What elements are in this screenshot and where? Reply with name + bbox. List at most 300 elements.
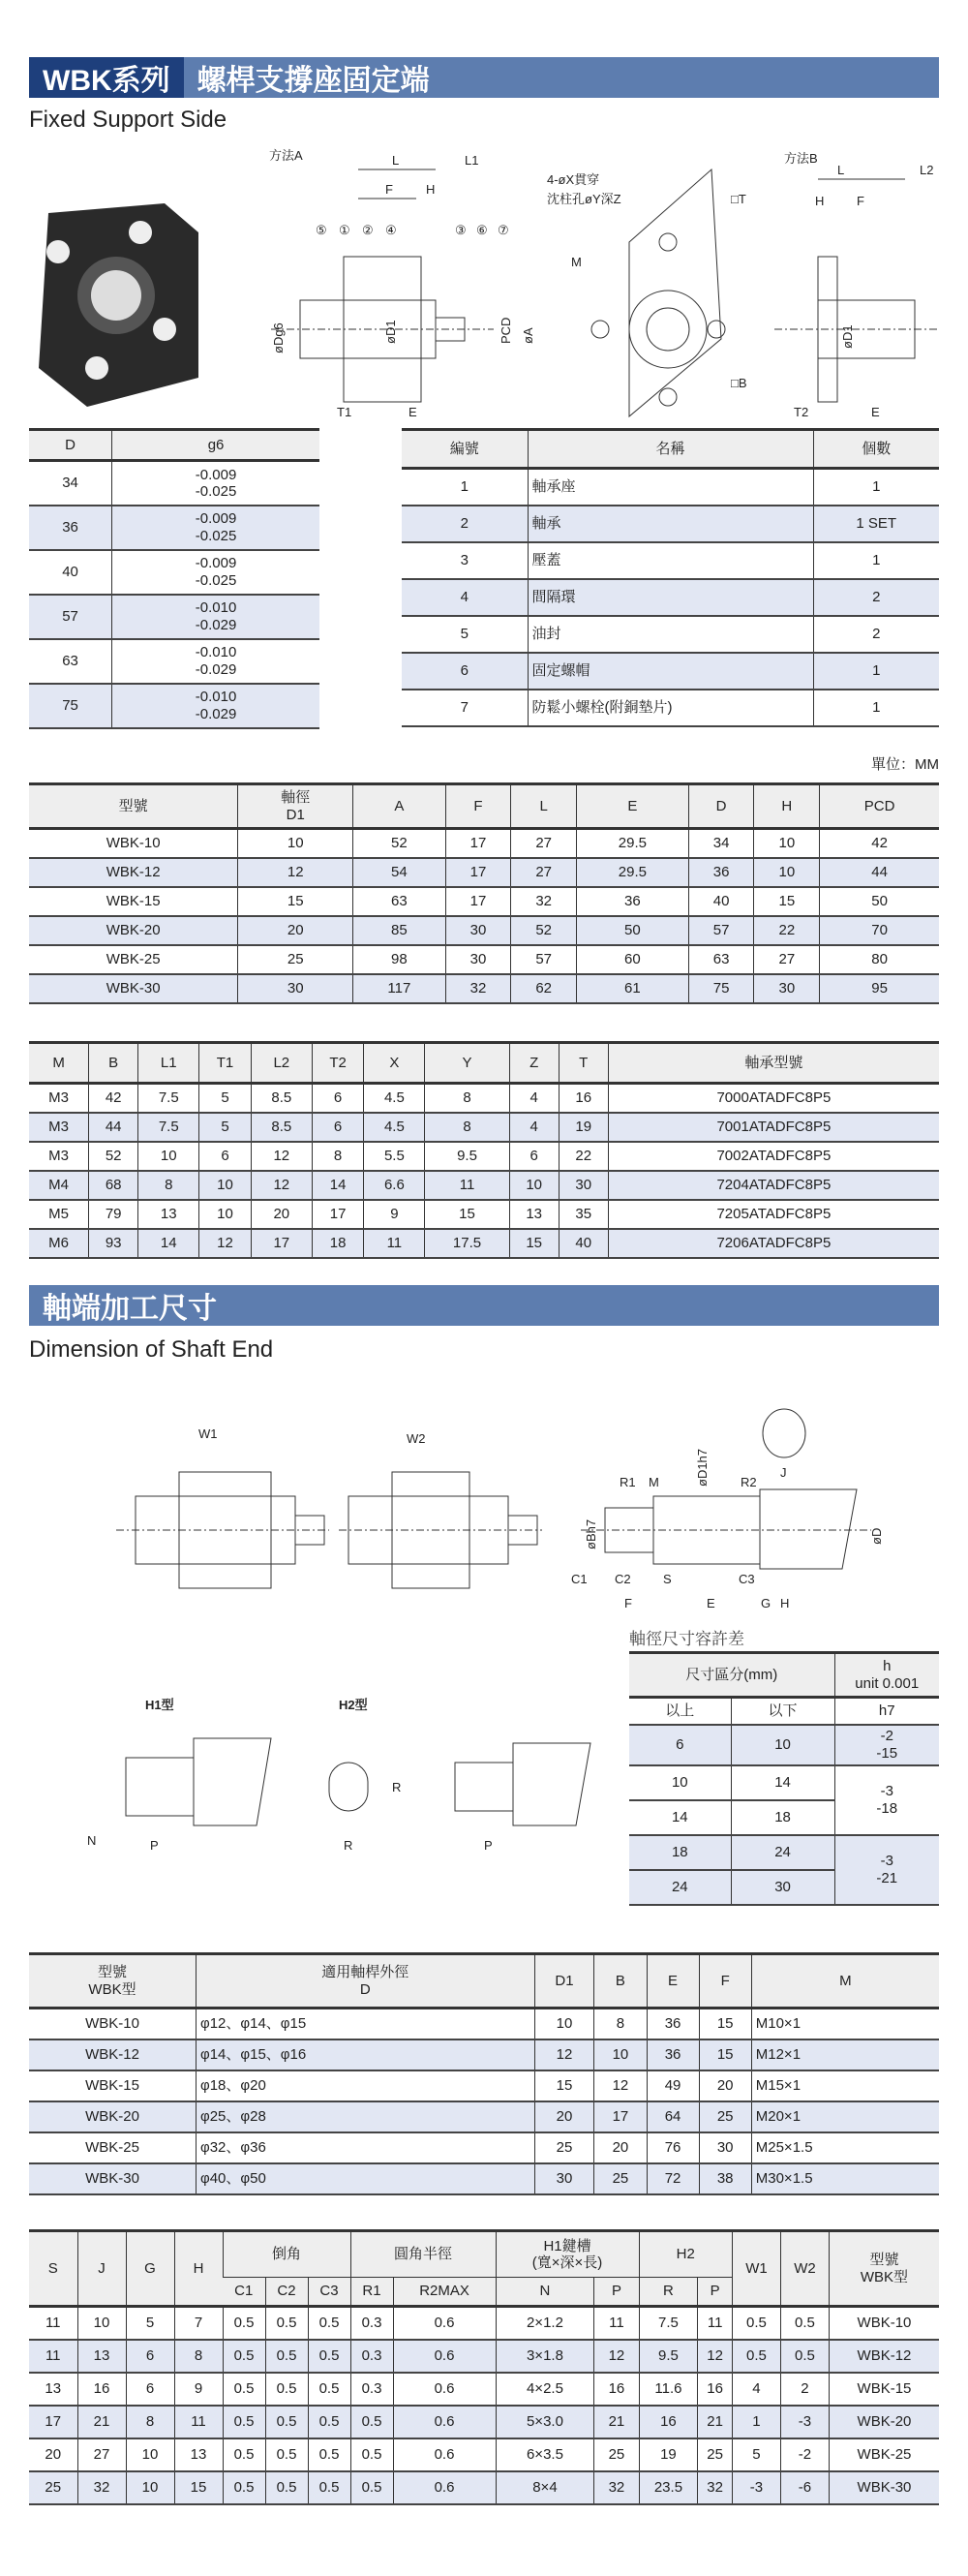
table-row — [29, 2471, 939, 2504]
table-cell: 7 — [174, 2307, 223, 2340]
lower-tolerance: -0.025 — [195, 527, 237, 544]
table-cell: M6 — [29, 1229, 89, 1258]
table-cell: 15 — [534, 2070, 594, 2101]
table-cell: 61 — [577, 974, 689, 1003]
lower-tolerance: -0.025 — [195, 571, 237, 589]
table-cell: 25 — [698, 2438, 733, 2471]
table-cell: 57 — [511, 945, 577, 974]
table-cell: 9.5 — [425, 1142, 509, 1171]
table-cell: 8 — [138, 1171, 199, 1200]
col-header: R — [639, 2278, 698, 2307]
table-cell: 4 — [402, 579, 528, 616]
table-cell: M30×1.5 — [751, 2163, 939, 2194]
col-header: A — [353, 784, 445, 829]
dim-label: L — [392, 153, 400, 168]
table-cell: 13 — [138, 1200, 199, 1229]
col-header: E — [577, 784, 689, 829]
table-cell: 32 — [511, 887, 577, 916]
table-cell: 5 — [199, 1084, 251, 1113]
cell: 10 — [731, 1725, 834, 1765]
table-cell: 10 — [126, 2471, 174, 2504]
table-cell: 8 — [425, 1084, 509, 1113]
table-row — [29, 1229, 939, 1258]
table-cell: -6 — [780, 2471, 829, 2504]
tolerance-cell — [112, 461, 319, 506]
dim-label: R — [392, 1780, 402, 1794]
cell: 24 — [731, 1835, 834, 1870]
table-cell: 13 — [174, 2438, 223, 2471]
table-cell: 25 — [699, 2101, 751, 2132]
table-cell: 20 — [29, 2438, 77, 2471]
table-cell: 11 — [594, 2307, 639, 2340]
upper-tolerance: -0.010 — [195, 644, 237, 661]
table-cell: WBK-15 — [29, 887, 238, 916]
table-cell: φ40、φ50 — [196, 2163, 534, 2194]
table-cell: 25 — [29, 2471, 77, 2504]
table-cell: 93 — [89, 1229, 138, 1258]
table-cell: 防鬆小螺栓(附銅墊片) — [528, 690, 813, 726]
table-cell: 20 — [238, 916, 353, 945]
table-cell: 32 — [445, 974, 511, 1003]
table-cell: 0.5 — [223, 2373, 265, 2406]
tolerance-cell — [112, 506, 319, 550]
col-header: C3 — [308, 2278, 350, 2307]
dim-label: E — [408, 405, 417, 419]
table-row — [29, 2009, 939, 2039]
dim-label: G — [761, 1596, 771, 1610]
table-cell: WBK-25 — [829, 2438, 939, 2471]
part-callout: ④ — [385, 223, 397, 237]
table-cell: 14 — [312, 1171, 363, 1200]
table-cell: 10 — [754, 858, 820, 887]
table-cell: 36 — [577, 887, 689, 916]
table-cell: 2 — [813, 579, 939, 616]
col-header: 軸徑 D1 — [238, 784, 353, 829]
table-row — [29, 2438, 939, 2471]
table-cell: 6 — [126, 2340, 174, 2373]
table-cell: 29.5 — [577, 858, 689, 887]
table-cell: 1 SET — [813, 506, 939, 542]
dim-label: E — [871, 405, 880, 419]
table-cell: 14 — [138, 1229, 199, 1258]
upper-tolerance: -0.010 — [195, 689, 237, 706]
col-header: T1 — [199, 1043, 251, 1084]
table-cell: WBK-12 — [29, 858, 238, 887]
table-cell: M20×1 — [751, 2101, 939, 2132]
col-header: L1 — [138, 1043, 199, 1084]
table-cell: 7.5 — [138, 1113, 199, 1142]
table-cell: 98 — [353, 945, 445, 974]
dim-label: øD1 — [840, 324, 855, 349]
h1-type-label: H1型 — [145, 1698, 174, 1712]
section-subtitle: Fixed Support Side — [29, 107, 227, 133]
table-cell: 10 — [138, 1142, 199, 1171]
col-header: 以下 — [731, 1698, 834, 1725]
flange-top-view — [591, 169, 725, 416]
col-header: P — [698, 2278, 733, 2307]
table-cell: 0.5 — [780, 2307, 829, 2340]
dim-label: øA — [521, 327, 535, 344]
table-cell: 25 — [534, 2132, 594, 2163]
table-cell: -2 — [780, 2438, 829, 2471]
table-cell: 0.5 — [223, 2438, 265, 2471]
table-cell: 9 — [364, 1200, 425, 1229]
dim-label: M — [649, 1475, 659, 1489]
table-cell: 7002ATADFC8P5 — [608, 1142, 939, 1171]
table-cell: 25 — [238, 945, 353, 974]
dimension-table — [29, 782, 939, 1004]
table-cell: 21 — [698, 2406, 733, 2438]
table-cell: 22 — [559, 1142, 608, 1171]
dim-label: C3 — [739, 1572, 755, 1586]
col-header: 適用軸桿外徑 D — [196, 1954, 534, 2009]
col-header: 尺寸區分(mm) — [629, 1653, 834, 1698]
table-cell: 30 — [699, 2132, 751, 2163]
table-cell: WBK-15 — [29, 2070, 196, 2101]
col-header: 型號 WBK型 — [829, 2231, 939, 2307]
table-cell: 34 — [688, 829, 754, 858]
table-cell: 11 — [29, 2307, 77, 2340]
table-cell: 0.5 — [308, 2471, 350, 2504]
table-cell: 10 — [594, 2039, 647, 2070]
table-cell: 76 — [647, 2132, 699, 2163]
table-cell: 44 — [89, 1113, 138, 1142]
table-cell: 1 — [813, 542, 939, 579]
table-cell: 6 — [312, 1113, 363, 1142]
method-a-drawing — [271, 169, 494, 402]
table-cell: 16 — [639, 2406, 698, 2438]
col-header: D — [29, 430, 112, 461]
table-cell: 0.6 — [393, 2471, 496, 2504]
dim-label: øD — [869, 1527, 884, 1545]
col-header: 個數 — [813, 430, 939, 469]
table-cell: 8.5 — [251, 1113, 312, 1142]
col-header: M — [29, 1043, 89, 1084]
table-cell: 0.5 — [265, 2307, 308, 2340]
table-cell: 0.5 — [308, 2406, 350, 2438]
part-callout: ⑤ — [316, 223, 327, 237]
diameter-cell: 63 — [29, 639, 112, 684]
table-cell: φ18、φ20 — [196, 2070, 534, 2101]
table-cell: M12×1 — [751, 2039, 939, 2070]
dim-label: L1 — [465, 153, 479, 168]
table-cell: 30 — [445, 916, 511, 945]
dimension-table-2 — [29, 1041, 939, 1259]
table-cell: 27 — [77, 2438, 126, 2471]
table-cell: 68 — [89, 1171, 138, 1200]
dim-label: T2 — [794, 405, 809, 419]
table-cell: 12 — [238, 858, 353, 887]
table-cell: 0.5 — [732, 2340, 780, 2373]
table-cell: 8.5 — [251, 1084, 312, 1113]
method-b-drawing — [774, 179, 939, 402]
table-cell: 50 — [820, 887, 939, 916]
table-cell: 62 — [511, 974, 577, 1003]
table-cell: 13 — [29, 2373, 77, 2406]
support-diagrams — [29, 145, 939, 421]
table-cell: 0.5 — [308, 2307, 350, 2340]
col-header: W2 — [780, 2231, 829, 2307]
lower: -18 — [876, 1799, 898, 1817]
table-cell: 1 — [402, 469, 528, 506]
table-row — [29, 974, 939, 1003]
section-title: 螺桿支撐座固定端 — [197, 65, 430, 97]
dim-label: H — [780, 1596, 790, 1610]
header-h: h — [883, 1658, 892, 1675]
table-cell: 6 — [312, 1084, 363, 1113]
table-cell: 16 — [698, 2373, 733, 2406]
table-cell: 11 — [174, 2406, 223, 2438]
table-cell: WBK-10 — [29, 829, 238, 858]
table-row — [29, 1200, 939, 1229]
col-header: E — [647, 1954, 699, 2009]
table-row — [402, 542, 939, 579]
table-cell: 0.5 — [308, 2438, 350, 2471]
table-row — [29, 1113, 939, 1142]
table-cell: 27 — [511, 858, 577, 887]
table-cell: 12 — [251, 1142, 312, 1171]
col-header: H2 — [639, 2231, 732, 2278]
dg6-table — [29, 428, 319, 729]
col-header: PCD — [820, 784, 939, 829]
table-cell: 間隔環 — [528, 579, 813, 616]
table-cell: 40 — [688, 887, 754, 916]
table-cell: 4.5 — [364, 1113, 425, 1142]
table-cell: 12 — [251, 1171, 312, 1200]
table-cell: 13 — [77, 2340, 126, 2373]
tolerance-cell — [112, 595, 319, 639]
table-cell: 40 — [559, 1229, 608, 1258]
col-header: L — [511, 784, 577, 829]
table-cell: M25×1.5 — [751, 2132, 939, 2163]
table-cell: 固定螺帽 — [528, 653, 813, 690]
col-header: 名稱 — [528, 430, 813, 469]
table-cell: 30 — [445, 945, 511, 974]
col-header: 倒角 — [223, 2231, 350, 2278]
method-b-label: 方法B — [784, 151, 818, 166]
table-cell: 10 — [534, 2009, 594, 2039]
table-cell: 16 — [594, 2373, 639, 2406]
table-cell: 35 — [559, 1200, 608, 1229]
section2-title: 軸端加工尺寸 — [43, 1293, 217, 1325]
table-row — [402, 506, 939, 542]
table-cell: 0.6 — [393, 2340, 496, 2373]
table-cell: 3 — [402, 542, 528, 579]
table-cell: 17 — [445, 858, 511, 887]
table-cell: 2 — [402, 506, 528, 542]
upper-tolerance: -0.010 — [195, 599, 237, 617]
table-cell: 17 — [594, 2101, 647, 2132]
col-header: 軸承型號 — [608, 1043, 939, 1084]
table-cell: 27 — [511, 829, 577, 858]
col-header: X — [364, 1043, 425, 1084]
table-cell: 0.6 — [393, 2307, 496, 2340]
table-cell: 6.6 — [364, 1171, 425, 1200]
table-row — [29, 945, 939, 974]
cell: 10 — [629, 1765, 731, 1800]
dim-label: L — [837, 163, 845, 177]
col-header: S — [29, 2231, 77, 2307]
dim-label: C1 — [571, 1572, 588, 1586]
table-cell: 11 — [29, 2340, 77, 2373]
table-cell: 油封 — [528, 616, 813, 653]
section-title-bar — [29, 57, 939, 98]
table-cell: 5.5 — [364, 1142, 425, 1171]
table-cell: 32 — [594, 2471, 639, 2504]
table-row — [29, 887, 939, 916]
dim-label: C2 — [615, 1572, 631, 1586]
dim-label: P — [150, 1838, 159, 1853]
table-cell: 0.5 — [308, 2373, 350, 2406]
table-cell: 11 — [425, 1171, 509, 1200]
cell: 30 — [731, 1870, 834, 1905]
col-header: J — [77, 2231, 126, 2307]
table-cell: 85 — [353, 916, 445, 945]
hole-note: 沈柱孔øY深Z — [547, 192, 621, 206]
table-cell: 4 — [732, 2373, 780, 2406]
table-row — [29, 506, 319, 550]
col-header: D1 — [534, 1954, 594, 2009]
table-cell: 29.5 — [577, 829, 689, 858]
table-cell: WBK-12 — [829, 2340, 939, 2373]
table-cell: 8 — [174, 2340, 223, 2373]
table-cell: WBK-10 — [29, 2009, 196, 2039]
table-cell: 20 — [594, 2132, 647, 2163]
table-cell: 13 — [509, 1200, 559, 1229]
table-cell: 0.6 — [393, 2373, 496, 2406]
table-cell: 16 — [77, 2373, 126, 2406]
table-cell: 75 — [688, 974, 754, 1003]
col-header: F — [699, 1954, 751, 2009]
col-header: R2MAX — [393, 2278, 496, 2307]
table-row — [29, 2039, 939, 2070]
table-row — [402, 653, 939, 690]
table-cell: 10 — [238, 829, 353, 858]
table-row — [29, 2070, 939, 2101]
dim-label: H — [426, 182, 436, 197]
table-cell: 7001ATADFC8P5 — [608, 1113, 939, 1142]
col-header: T2 — [312, 1043, 363, 1084]
table-cell: 6 — [509, 1142, 559, 1171]
table-cell: 25 — [594, 2163, 647, 2194]
cell: 18 — [731, 1800, 834, 1835]
table-cell: 5 — [402, 616, 528, 653]
table-cell: 15 — [754, 887, 820, 916]
dim-label: J — [780, 1465, 787, 1480]
table-cell: 32 — [77, 2471, 126, 2504]
table-cell: 0.3 — [350, 2340, 393, 2373]
col-header: L2 — [251, 1043, 312, 1084]
col-header: 圓角半徑 — [350, 2231, 496, 2278]
table-cell: -3 — [780, 2406, 829, 2438]
dim-label: □B — [731, 376, 747, 390]
table-cell: M3 — [29, 1113, 89, 1142]
lower: -21 — [876, 1869, 898, 1886]
table-cell: 36 — [647, 2039, 699, 2070]
table-row — [29, 2163, 939, 2194]
table-cell: 0.5 — [265, 2373, 308, 2406]
table-row — [402, 616, 939, 653]
tolerance-cell — [112, 684, 319, 728]
table-cell: 0.5 — [265, 2406, 308, 2438]
table-cell: 4×2.5 — [496, 2373, 594, 2406]
lower-tolerance: -0.025 — [195, 482, 237, 500]
col-header: 型號 WBK型 — [29, 1954, 196, 2009]
table-cell: 17 — [445, 829, 511, 858]
table-cell: 12 — [199, 1229, 251, 1258]
cell: 18 — [629, 1835, 731, 1870]
shaft-end-diagrams — [29, 1404, 939, 1617]
table-cell: 11.6 — [639, 2373, 698, 2406]
table-row — [29, 684, 319, 728]
table-cell: 52 — [353, 829, 445, 858]
keyway-diagrams — [29, 1690, 610, 1864]
diameter-cell: 34 — [29, 461, 112, 506]
table-cell: 0.5 — [308, 2340, 350, 2373]
col-header: 以上 — [629, 1698, 731, 1725]
parts-table — [402, 428, 939, 727]
dim-label: F — [385, 182, 393, 197]
table-cell: 49 — [647, 2070, 699, 2101]
table-cell: 8 — [425, 1113, 509, 1142]
table-cell: 0.5 — [265, 2438, 308, 2471]
table-cell: 1 — [813, 690, 939, 726]
table-row — [29, 595, 319, 639]
table-cell: 7.5 — [138, 1084, 199, 1113]
upper: -3 — [880, 1783, 893, 1800]
table-row — [29, 550, 319, 595]
dim-label: W2 — [407, 1431, 426, 1446]
table-cell: WBK-20 — [29, 916, 238, 945]
cell — [834, 1835, 939, 1905]
table-cell: WBK-30 — [829, 2471, 939, 2504]
table-cell: 10 — [199, 1200, 251, 1229]
table-cell: WBK-30 — [29, 2163, 196, 2194]
dim-label: L2 — [920, 163, 934, 177]
dim-label: N — [87, 1833, 97, 1848]
table-cell: M15×1 — [751, 2070, 939, 2101]
table-cell: WBK-10 — [829, 2307, 939, 2340]
header-unit: unit 0.001 — [855, 1674, 920, 1692]
table-cell: WBK-12 — [29, 2039, 196, 2070]
table-cell: 7.5 — [639, 2307, 698, 2340]
table-cell: 0.5 — [223, 2340, 265, 2373]
table-cell: WBK-15 — [829, 2373, 939, 2406]
col-header: N — [496, 2278, 594, 2307]
cell — [834, 1765, 939, 1835]
table-cell: 17 — [29, 2406, 77, 2438]
table-cell: 7206ATADFC8P5 — [608, 1229, 939, 1258]
table-cell: 0.5 — [350, 2406, 393, 2438]
table-cell: 21 — [77, 2406, 126, 2438]
table-cell: 3×1.8 — [496, 2340, 594, 2373]
table-cell: 19 — [639, 2438, 698, 2471]
col-header: M — [751, 1954, 939, 2009]
table-cell: 2 — [813, 616, 939, 653]
tolerance-caption: 軸徑尺寸容許差 — [629, 1630, 744, 1648]
dim-label: P — [484, 1838, 493, 1853]
table-cell: 27 — [754, 945, 820, 974]
table-row — [29, 829, 939, 858]
cell: 14 — [731, 1765, 834, 1800]
table-cell: 0.5 — [223, 2307, 265, 2340]
col-header: 編號 — [402, 430, 528, 469]
table-cell: M3 — [29, 1142, 89, 1171]
table-cell: 4.5 — [364, 1084, 425, 1113]
col-header: C2 — [265, 2278, 308, 2307]
col-header: T — [559, 1043, 608, 1084]
lower-tolerance: -0.029 — [195, 616, 237, 633]
